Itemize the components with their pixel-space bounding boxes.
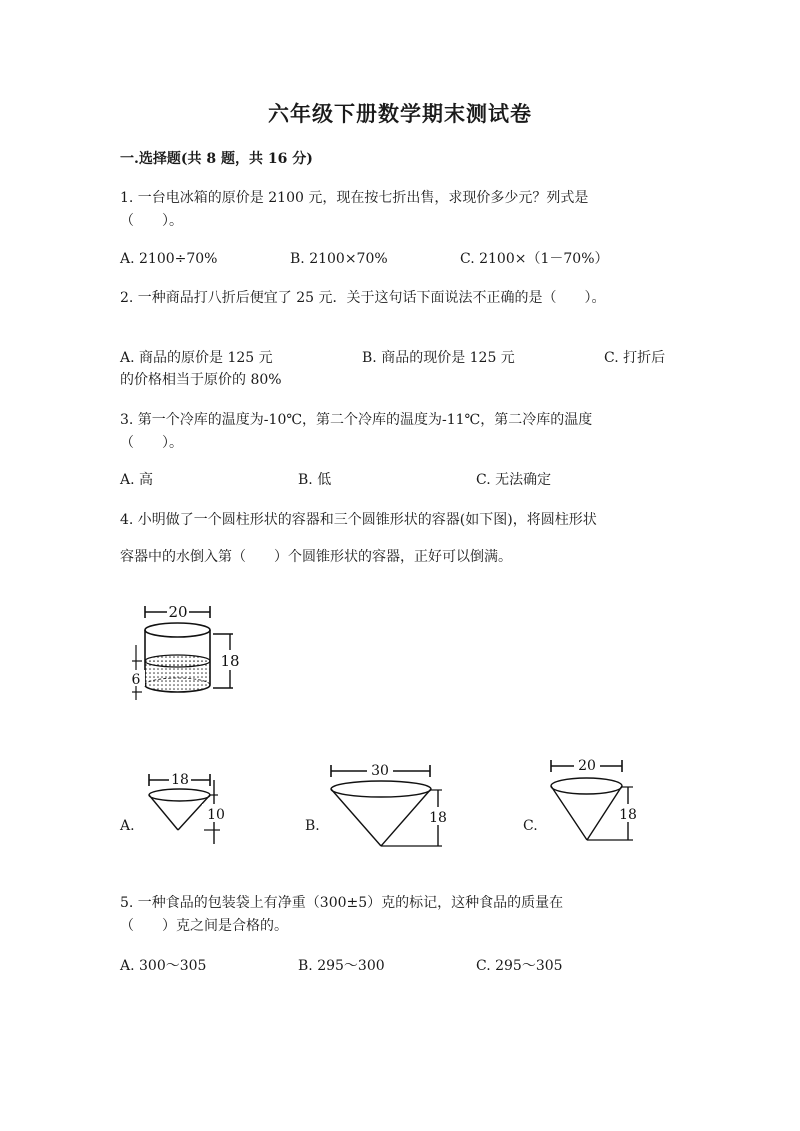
cone-b-base <box>331 781 431 797</box>
cone-c-base <box>551 778 622 794</box>
water-height-label: 6 <box>131 672 141 688</box>
cone-a-diameter-label: 18 <box>171 772 189 788</box>
cylinder-diameter-label: 20 <box>168 603 188 621</box>
cone-c-figure <box>545 752 650 852</box>
question-4-stem-line-2: 容器中的水倒入第（ ）个圆锥形状的容器，正好可以倒满。 <box>120 549 512 565</box>
cylinder-height-label: 18 <box>220 652 240 670</box>
question-4-stem-line-1: 4. 小明做了一个圆柱形状的容器和三个圆锥形状的容器(如下图)，将圆柱形状 <box>120 512 597 528</box>
cone-b-diameter-label: 30 <box>371 763 389 779</box>
question-1-option-a: A. 2100÷70% <box>120 251 218 267</box>
question-4-option-a-label: A. <box>120 818 135 834</box>
question-4-option-c-label: C. <box>523 818 538 834</box>
question-5-stem-line-1: 5. 一种食品的包装袋上有净重（300±5）克的标记，这种食品的质量在 <box>120 895 564 911</box>
question-2-stem: 2. 一种商品打八折后便宜了 25 元．关于这句话下面说法不正确的是（ ）。 <box>120 290 606 306</box>
cone-c-diameter-label: 20 <box>578 758 596 774</box>
question-3-stem-line-2: （ ）。 <box>120 435 183 451</box>
cylinder-figure <box>120 595 250 705</box>
question-5-option-a: A. 300～305 <box>120 958 207 974</box>
question-3-option-b: B. 低 <box>298 472 332 488</box>
question-5-stem-line-2: （ ）克之间是合格的。 <box>120 918 288 934</box>
question-4-option-b-label: B. <box>305 818 320 834</box>
question-1-stem-line-1: 1. 一台电冰箱的原价是 2100 元，现在按七折出售，求现价多少元？列式是 <box>120 190 589 206</box>
question-1-option-c: C. 2100×（1－70%） <box>460 251 609 267</box>
question-1-stem-line-2: （ ）。 <box>120 213 183 229</box>
cone-a-height-label: 10 <box>207 807 225 823</box>
cone-a-base <box>149 789 210 801</box>
question-2-option-c: C. 打折后 <box>604 350 666 366</box>
question-3-option-c: C. 无法确定 <box>476 472 552 488</box>
question-2-option-a: A. 商品的原价是 125 元 <box>120 350 273 366</box>
cone-b-height-label: 18 <box>429 810 447 826</box>
question-1-option-b: B. 2100×70% <box>290 251 388 267</box>
section-heading: 一.选择题(共 8 题，共 16 分) <box>120 151 313 167</box>
question-3-option-a: A. 高 <box>120 472 154 488</box>
question-5-option-c: C. 295～305 <box>476 958 563 974</box>
question-5-option-b: B. 295～300 <box>298 958 385 974</box>
cylinder-top-ellipse <box>145 623 210 637</box>
cone-a-figure <box>140 768 240 848</box>
page-title: 六年级下册数学期末测试卷 <box>268 101 532 126</box>
question-2-option-b: B. 商品的现价是 125 元 <box>362 350 515 366</box>
cone-b-figure <box>325 760 460 855</box>
question-3-stem-line-1: 3. 第一个冷库的温度为-10℃，第二个冷库的温度为-11℃，第二冷库的温度 <box>120 412 593 428</box>
water-surface <box>145 655 210 667</box>
question-2-option-c-wrap: 的价格相当于原价的 80% <box>120 372 282 388</box>
cone-c-height-label: 18 <box>619 807 637 823</box>
